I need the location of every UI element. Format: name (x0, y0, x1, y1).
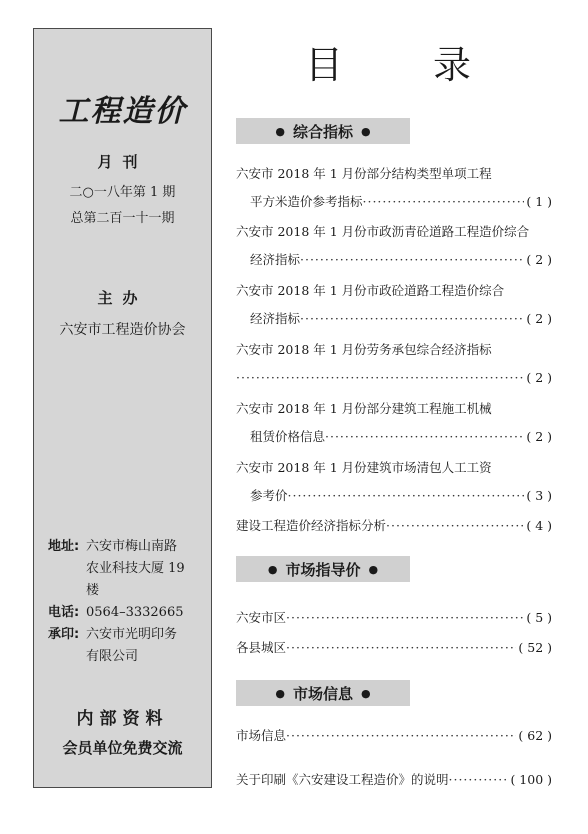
leader-dots (363, 192, 525, 212)
toc-entry-title-cont: 平方米造价参考指标 (250, 194, 363, 209)
bullet-icon: ● (361, 124, 371, 138)
toc-entry-title: 各县城区 (236, 640, 287, 655)
phone-label: 电话: (48, 605, 80, 620)
printer-label: 承印: (48, 627, 80, 642)
toc-page-number: ( 62 ) (518, 728, 552, 743)
page-title: 目录 (305, 43, 562, 87)
toc-entry-title: 六安市 2018 年 1 月份市政沥青砼道路工程造价综合 (236, 224, 530, 239)
toc-page-number: ( 1 ) (526, 194, 552, 209)
toc-entry[interactable] (236, 608, 552, 638)
address-line: 六安市梅山南路 (86, 539, 178, 554)
toc-entry-title: 六安市 2018 年 1 月份建筑市场清包人工工资 (236, 460, 492, 475)
toc-entry[interactable] (236, 399, 552, 458)
section-title: 市场信息 (292, 684, 353, 703)
monthly-label: 月刊 (97, 153, 148, 171)
leader-dots (449, 770, 509, 790)
address-line: 楼 (86, 583, 100, 598)
toc-page-number: ( 2 ) (526, 429, 552, 444)
toc-page-number: ( 5 ) (526, 610, 552, 625)
toc-page-number: ( 2 ) (526, 370, 552, 385)
address-line: 农业科技大厦 19 (86, 561, 185, 576)
toc-entry[interactable] (236, 726, 552, 770)
bullet-icon: ● (361, 686, 371, 700)
toc-entry[interactable] (236, 770, 552, 790)
toc-page-number: ( 4 ) (526, 518, 552, 533)
toc-entry-title: 建设工程造价经济指标分析 (236, 518, 387, 533)
section-header-market-guide-price (236, 556, 410, 582)
contact-info (48, 536, 208, 668)
toc-entry[interactable] (236, 638, 552, 658)
toc-page-number: ( 2 ) (526, 311, 552, 326)
masthead-sidebar (33, 28, 212, 788)
leader-dots (286, 638, 516, 658)
leader-dots (300, 309, 524, 329)
toc-entry-title-cont: 经济指标 (250, 252, 301, 267)
toc-entry-title: 六安市 2018 年 1 月份劳务承包综合经济指标 (236, 342, 492, 357)
leader-dots (286, 726, 516, 746)
bullet-icon: ● (275, 124, 285, 138)
magazine-title: 工程造价 (58, 94, 187, 129)
bullet-icon: ● (267, 562, 278, 576)
toc-section-2 (236, 608, 552, 658)
toc-entry-title: 市场信息 (236, 728, 287, 743)
issue-year: 二○一八年第 1 期 (69, 185, 176, 200)
section-title: 综合指标 (292, 122, 353, 141)
leader-dots (386, 516, 524, 536)
toc-entry[interactable] (236, 458, 552, 516)
issue-total: 总第二百一十一期 (70, 211, 175, 226)
toc-entry[interactable] (236, 340, 552, 399)
leader-dots (300, 250, 524, 270)
toc-entry-title: 六安市 2018 年 1 月份市政砼道路工程造价综合 (236, 283, 505, 298)
section-header-market-info (236, 680, 410, 706)
host-organization: 六安市工程造价协会 (59, 322, 186, 338)
host-label: 主办 (97, 289, 148, 307)
toc-page-number: ( 52 ) (518, 640, 552, 655)
address-label: 地址: (48, 539, 80, 554)
printer-line: 有限公司 (86, 649, 139, 664)
toc-page-number: ( 2 ) (526, 252, 552, 267)
leader-dots (236, 368, 524, 388)
toc-entry-title: 关于印刷《六安建设工程造价》的说明 (236, 772, 449, 787)
toc-page-number: ( 100 ) (510, 772, 552, 787)
toc-entry-title-cont: 参考价 (250, 488, 288, 503)
toc-page-number: ( 3 ) (526, 488, 552, 503)
toc-entry-title: 六安市 2018 年 1 月份部分结构类型单项工程 (236, 166, 492, 181)
toc-section-3 (236, 726, 552, 790)
section-title: 市场指导价 (285, 560, 361, 579)
section-header-composite-indicators (236, 118, 410, 144)
phone-number: 0564–3332665 (86, 605, 184, 620)
toc-entry[interactable] (236, 164, 552, 222)
leader-dots (288, 486, 525, 506)
bullet-icon: ● (368, 562, 379, 576)
internal-material-label: 内部资料 (76, 709, 169, 729)
toc-section-1 (236, 164, 552, 536)
toc-entry-title-cont: 租赁价格信息 (250, 429, 326, 444)
toc-entry[interactable] (236, 516, 552, 536)
toc-entry-title-cont: 经济指标 (250, 311, 301, 326)
leader-dots (286, 608, 524, 628)
toc-entry-title: 六安市区 (236, 610, 287, 625)
toc-entry[interactable] (236, 222, 552, 281)
toc-entry-title: 六安市 2018 年 1 月份部分建筑工程施工机械 (236, 401, 492, 416)
toc-entry[interactable] (236, 281, 552, 340)
leader-dots (325, 427, 524, 447)
free-exchange-label: 会员单位免费交流 (62, 739, 183, 757)
printer-line: 六安市光明印务 (86, 627, 178, 642)
bullet-icon: ● (275, 686, 285, 700)
